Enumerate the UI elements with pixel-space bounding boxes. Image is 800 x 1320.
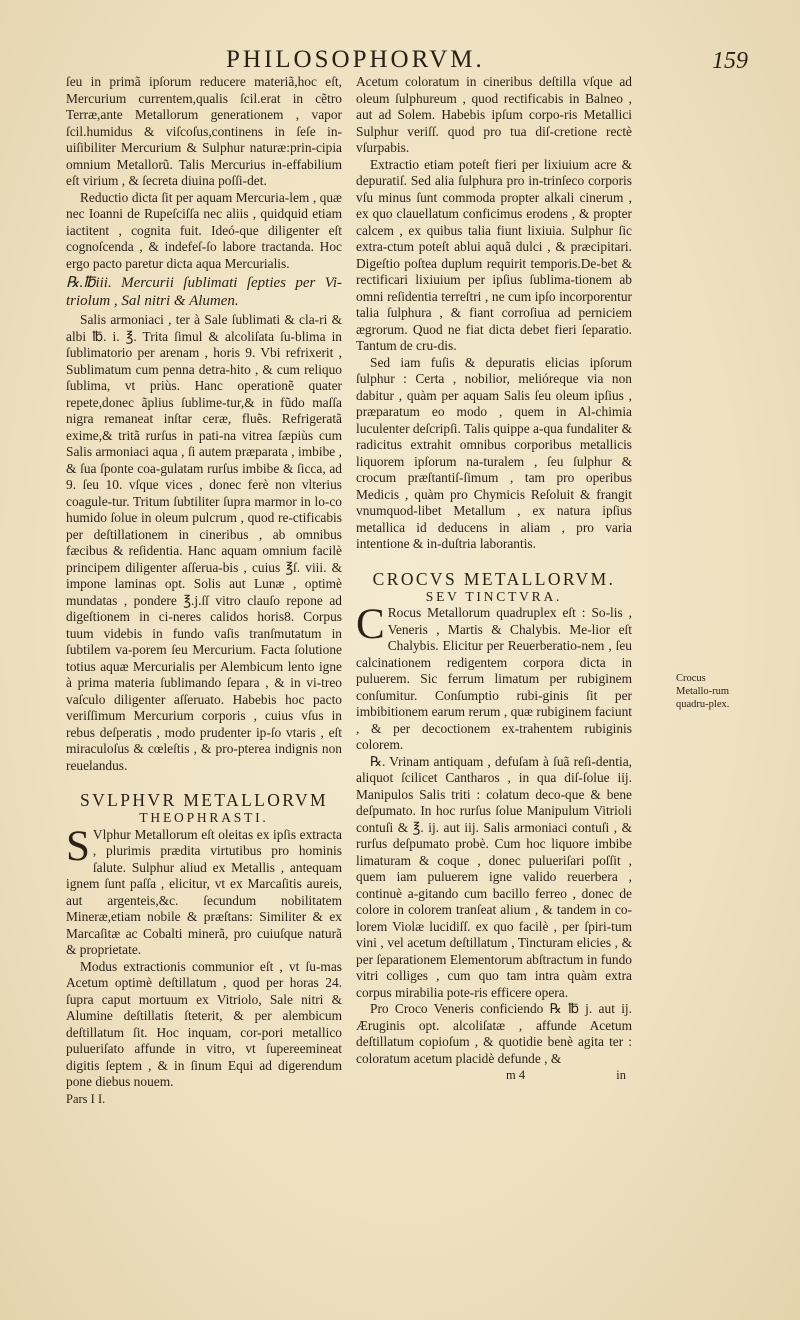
page-number: 159 bbox=[712, 48, 748, 74]
running-head bbox=[0, 46, 800, 76]
section-heading: SVLPHVR METALLORVM bbox=[80, 790, 328, 810]
signature-mark: Pars I I. bbox=[66, 1091, 106, 1106]
paragraph: Modus extractionis communior eſt , vt ſu-mas Acetum optimè deſtillatum , quod per horas 24. ſupra caput mortuum ex Vitriolo, Sale nitri & Alumine deſtillatis ſteterit, & per alembicum deſtillatum ſit. Hoc inquam, cor-pori metallico pulueriſato affunde in vitro, vt ſupereemineat digitis ſeptem , & in ſinum Equi ad digerendum pone diebus nouem. bbox=[66, 958, 342, 1089]
marginal-note: Crocus Metallo-rum quadru-plex. bbox=[676, 673, 730, 710]
drop-capital: C bbox=[356, 601, 385, 648]
left-column bbox=[66, 74, 342, 1107]
paragraph: ℞. Vrinam antiquam , defuſam à ſuã reſi-dentia, aliquot ſcilicet Cantharos , in qua diſ-ſolue iij. Manipulos Salis triti : colatum deco-que & bene deſpumato. In hoc rurſus ſolue Manipulum Vitrioli contuſi & ℥. ij. aut iij. Salis armoniaci contuſi , & rurſus deſpumato probè. Cum hoc liquore imbibe limaturam & coque , donec pulueriſari poſſit , quem iam puluerem igne valido reuerbera , continuè a-gitando cum bacillo ferreo , donec de colore in colorem tranſeat alium , & tandem in co-lorem Violæ lucidiſſ. ex quo facilè , per ſpiri-tum vini , vel acetum deſtillatum , Tincturam elicies , & per ſeparationem Elementorum abſtractum in fundo vitri colliges , cum quo tam intra quàm extra corpus mirabilia pote-ris efficere opera. bbox=[356, 753, 632, 1000]
section-heading: CROCVS METALLORVM. bbox=[372, 568, 616, 589]
page-title: PHILOSOPHORVM. bbox=[226, 46, 485, 73]
paragraph: Pro Croco Veneris conficiendo ℞ ℔ j. aut ij. Æruginis opt. alcoliſatæ , affunde Acetum deſtillatum copioſum , & quotidie benè agita ter : coloratum acetum placidè defunde , & bbox=[356, 1001, 632, 1066]
paragraph: Acetum coloratum in cineribus deſtilla vſque ad oleum ſulphureum , quod rectificabis in Balneo , aut ad Solem. Habebis ipſum corpo-ris Metallici Sulphur veriſſ. quod pro tua diſ-cretione rectè vſurpabis. bbox=[356, 74, 632, 155]
section-subheading: SEV TINCTVRA. bbox=[425, 588, 563, 604]
catchword: in bbox=[616, 1068, 626, 1082]
drop-capital: S bbox=[66, 822, 90, 870]
paragraph-text: Rocus Metallorum quadruplex eſt : So-lis , Veneris , Martis & Chalybis. Me-lior eſt Chalybis. Elicitur per Reuerberatio-nem , ſeu calcinationem redigentem corpora dicta in puluerem. Sic ferrum limatum per rubiginem conſumitur. Conſumptio rubi-ginis ſit per imbibitionem earum rerum , quæ rubiginem faciunt , & per decoctionem ex-trahentem rubiginis colorem. bbox=[356, 605, 632, 752]
paragraph: ſeu in primã ipſorum reducere materiã,hoc eſt, Mercurium currentem,qualis ſcil.erat in cẽtro Terræ,ante Metallorum generationem , vapor ſcil.humidus & viſcoſus,continens in ſeſe in-uiſibiliter Mercurium & Sulphur naturæ:prin-cipia omnium Metallorũ. Talis Mercurius in-effabilium eſt virium , & ſecreta diuina poſſi-det. bbox=[66, 74, 342, 188]
signature-mark: m 4 bbox=[506, 1068, 526, 1082]
signature-line bbox=[356, 1067, 632, 1084]
paragraph-text: Vlphur Metallorum eſt oleitas ex ipſis extracta , plurimis prædita virtutibus pro hominis ſalute. Sulphur aliud ex Metallis , antequam ignem ſunt paſſa , elicitur, vt ex Marcaſitis aureis, aut argenteis,&c. ſecundum nobilitatem Mineræ,etiam nobile & præſtans: Similiter & ex Marcaſitæ ac Cobalti minerã, pro cuiuſque naturã & proprietate. bbox=[66, 826, 342, 957]
paragraph bbox=[356, 601, 632, 754]
right-column bbox=[356, 74, 632, 1084]
recipe-heading: ℞.℔iii. Mercurii ſublimati ſepties per Vi-triolum , Sal nitri & Alumen. bbox=[66, 275, 342, 309]
section-subheading: THEOPHRASTI. bbox=[139, 810, 269, 825]
paragraph: Sed iam fuſis & depuratis elicias ipſorum ſulphur : Certa , nobilior, melióreque via non dabitur , quàm per aquam Salis ſeu oleum ipſius , præparatum eo modo , quem in Al-chimia luculenter deſcripſi. Talis quippe a-qua fundaliter & radicitus extrahit omnibus corporibus metallicis liquorem ipſorum na-turalem , ſeu ſulphur & crocum præſtantiſ-ſimum , tam pro operibus Medicis , quàm pro Chymicis Reſoluit & frangit vnumquod-libet Metallum , ex natura ipſius metallica id deducens in aliam , pro varia intentione & in-duſtria laborantis. bbox=[356, 354, 632, 551]
paragraph: Salis armoniaci , ter à Sale ſublimati & cla-ri & albi ℔. i. ℥. Trita ſimul & alcoliſata ſu-blima in ſublimatorio per arenam , horis 9. Vbi refrixerit , Sublimatum cum penna detra-hito , & cum reliquo ſublima, vt priùs. Hanc operationẽ quater repete,donec ãplius ſublime-tur,& in fũdo maſſa nigra remaneat inſtar ceræ, fluẽs. Refrigeratã exime,& tritã rurſus in pati-na vitrea ſæpiùs cum Salis armoniaci aqua , ſi autem præparata , imbibe , & ſua ſponte coa-gulatam rurſus imbibe & ſicca, ad 9. ſeu 10. vſque vices , donec ferè non vlterius coagule-tur. Tritum ſubtiliter ſupra marmor in lo-co humido ſolue in oleum pulcrum , quod re-ctificabis per deſtillationem in cineribus , ab omnibus fæcibus & reſidentia. Hanc aquam omnium facilè principem diligenter aſſerua-bis , cuius ℥ſ. viii. & impone laminas opt. Solis aut Lunæ , optimè mundatas , pondere ℥.j.ſſ vitro clauſo repone ad digeſtionem in ci-neres calidos horis8. Corpus tuum videbis in fundo vaſis tranſmutatum in ſubtilem va-porem ſeu Mercurium. Facta ſolutione totius aquæ Mercurialis per Alembicum lento igne à prima materia ſublimando ſepara , & in vi-treo vaſculo diligenter aſſeruato. Habebis hoc pacto veriſſimum Mercurium corporis , cuius vſus in rebus deſperatis , modo prudenter ip-ſo vtaris , eſt miraculoſus & cœleſtis , & pro-pterea indignis non reuelandus. bbox=[66, 312, 342, 773]
paragraph bbox=[66, 822, 342, 959]
paragraph: Extractio etiam poteſt fieri per lixiuium acre & depuratiſ. Sed alia ſulphura pro in-trinſeco corporis vſu minus ſunt commoda propter alkali cinerum , ex quo clauellatum conficimus erodens , & propter calcem , ex quibus talia fiunt lixiuia. Sulphur ſic extra-ctum poteſt ablui aquã dulci , & præcipitari. Digeſtio poſtea duplum requirit temporis.De-bet & rectificari lixiuium per ipſius ſublima-tionem ab omni reſidentia terreſtri , ne cum ipſo incorporentur talia ſulphura , & fiant corroſiua ad perniciem ægrorum. Quod ne fiat dicta debet fieri ſeparatio. Tantum de cru-dis. bbox=[356, 156, 632, 353]
paragraph: Reductio dicta ſit per aquam Mercuria-lem , quæ nec Ioanni de Rupeſciſſa nec aliis , quidquid etiam iactitent , cognita fuit. Ideó-que diligenter eſt cognoſcenda , & indefeſ-ſo labore tractanda. Hoc ergo pacto paretur dicta aqua Mercurialis. bbox=[66, 189, 342, 271]
